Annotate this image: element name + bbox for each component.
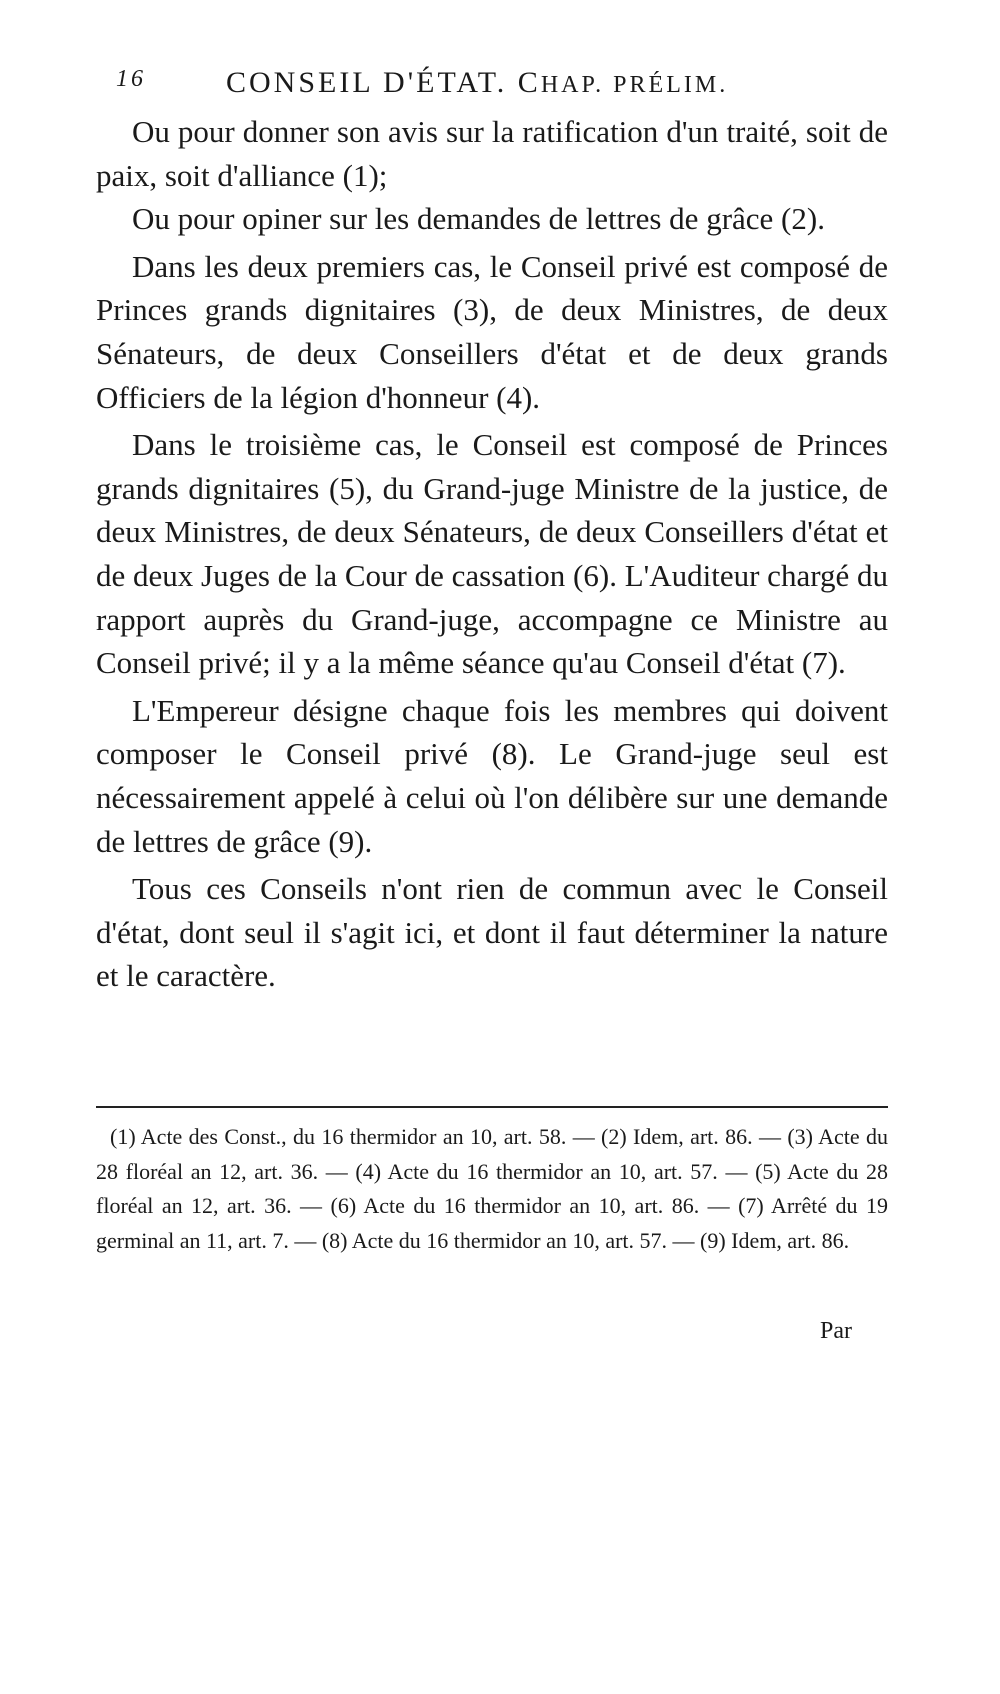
paragraph: Dans les deux premiers cas, le Conseil privé est composé de Princes grands dignitaires (3), de deux Ministres, de deux Sénateurs, de deux Conseillers d'état et de deux grands Officiers de la légion d'honneur (4). — [96, 248, 888, 415]
page-header — [96, 66, 896, 106]
footnote-divider — [96, 1106, 888, 1108]
running-head-tail: HAP. PRÉLIM. — [540, 72, 729, 98]
body-text — [96, 110, 888, 998]
footnotes — [96, 1120, 888, 1258]
paragraph: Ou pour donner son avis sur la ratification d'un traité, soit de paix, soit d'alliance (1); — [96, 114, 888, 193]
paragraph: Ou pour opiner sur les demandes de lettres de grâce (2). — [132, 201, 825, 237]
running-head-main: CONSEIL D'ÉTAT. C — [226, 66, 541, 99]
paragraph: L'Empereur désigne chaque fois les membres qui doivent composer le Conseil privé (8). Le Grand-juge seul est nécessairement appelé à celui où l'on délibère sur une demande de lettres de grâce (9). — [96, 692, 888, 859]
paragraph: Tous ces Conseils n'ont rien de commun avec le Conseil d'état, dont seul il s'agit ici, et dont il faut déterminer la nature et le caractère. — [96, 871, 888, 994]
catchword: Par — [820, 1318, 852, 1344]
paragraph: Dans le troisième cas, le Conseil est composé de Princes grands dignitaires (5), du Grand-juge Ministre de la justice, de deux Ministres, de deux Sénateurs, de deux Conseillers d'état et de deux Juges de la Cour de cassation (6). L'Auditeur chargé du rapport auprès du Grand-juge, accompagne ce Ministre au Conseil privé; il y a la même séance qu'au Conseil d'état (7). — [96, 427, 888, 681]
page-number: 16 — [116, 66, 146, 92]
running-head — [226, 66, 728, 100]
footnote-text: (1) Acte des Const., du 16 thermidor an 10, art. 58. — (2) Idem, art. 86. — (3) Acte du 28 floréal an 12, art. 36. — (4) Acte du 16 thermidor an 10, art. 57. — (5) Acte du 28 floréal an 12, art. 36. — (6) Acte du 16 thermidor an 10, art. 86. — (7) Arrêté du 19 germinal an 11, art. 7. — (8) Acte du 16 thermidor an 10, art. 57. — (9) Idem, art. 86. — [96, 1124, 888, 1253]
